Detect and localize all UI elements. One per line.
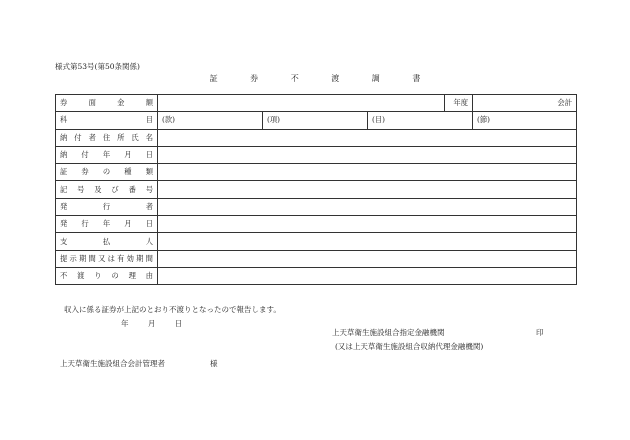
reason-value[interactable] — [158, 267, 577, 284]
row-label-period: 提 示 期 間 又 は 有 効 期 間 — [60, 253, 153, 263]
year-cell[interactable] — [445, 95, 473, 112]
accounting-manager: 上天草衛生施設組合会計管理者 — [60, 359, 165, 368]
report-table — [55, 94, 577, 285]
table-row — [56, 181, 577, 198]
honorific: 様 — [210, 359, 218, 368]
row-label-reason: 不 渡 り の 理 由 — [60, 271, 153, 281]
amount-value-cell[interactable] — [158, 95, 445, 112]
designated-bank: 上天草衛生施設組合指定金融機関 — [332, 328, 445, 337]
account-cell[interactable] — [473, 95, 577, 112]
row-label-issue-date: 発 行 年 月 日 — [60, 219, 153, 229]
table-row — [56, 164, 577, 181]
table-row — [56, 267, 577, 284]
account-label: 会計 — [557, 98, 572, 108]
report-statement: 収入に係る証券が上記のとおり不渡りとなったので報告します。 — [64, 305, 281, 314]
payment-date-value[interactable] — [158, 146, 577, 163]
symbol-number-value[interactable] — [158, 181, 577, 198]
security-type-value[interactable] — [158, 164, 577, 181]
seal-mark: 印 — [536, 328, 544, 337]
document-title: 証 券 不 渡 調 書 — [209, 74, 436, 83]
table-row — [56, 146, 577, 163]
amount-label-cell — [56, 95, 158, 112]
subject-label-cell — [56, 112, 158, 129]
subject-moku-cell[interactable] — [368, 112, 473, 129]
subject-label: 科 目 — [60, 115, 153, 125]
subject-moku: (目) — [372, 115, 385, 125]
period-value[interactable] — [158, 250, 577, 267]
table-row — [56, 129, 577, 146]
alternate-bank: (又は上天草衛生施設組合収納代理金融機関) — [335, 342, 484, 351]
table-row — [56, 112, 577, 129]
table-row — [56, 250, 577, 267]
subject-kou-cell[interactable] — [263, 112, 368, 129]
payer-bank-value[interactable] — [158, 233, 577, 250]
issuer-value[interactable] — [158, 198, 577, 215]
subject-setsu-cell[interactable] — [473, 112, 577, 129]
subject-kan-cell[interactable] — [158, 112, 263, 129]
form-number-label: 様式第53号(第50条関係) — [55, 62, 140, 71]
row-label-payment-date: 納 付 年 月 日 — [60, 150, 153, 160]
amount-label: 券 面 金 額 — [60, 98, 153, 108]
payer-value[interactable] — [158, 129, 577, 146]
table-row — [56, 198, 577, 215]
subject-kan: (款) — [162, 115, 175, 125]
year-label: 年度 — [453, 98, 468, 108]
table-row — [56, 95, 577, 112]
table-row — [56, 216, 577, 233]
row-label-symbol-number: 記 号 及 び 番 号 — [60, 184, 153, 194]
issue-date-value[interactable] — [158, 216, 577, 233]
row-label-issuer: 発 行 者 — [60, 201, 153, 211]
row-label-security-type: 証 券 の 種 類 — [60, 167, 153, 177]
table-row — [56, 233, 577, 250]
row-label-payer: 納 付 者 住 所 氏 名 — [60, 132, 153, 142]
subject-kou: (項) — [267, 115, 280, 125]
report-date: 年 月 日 — [121, 319, 183, 328]
row-label-payer-bank: 支 払 人 — [60, 236, 153, 246]
subject-setsu: (節) — [477, 115, 490, 125]
